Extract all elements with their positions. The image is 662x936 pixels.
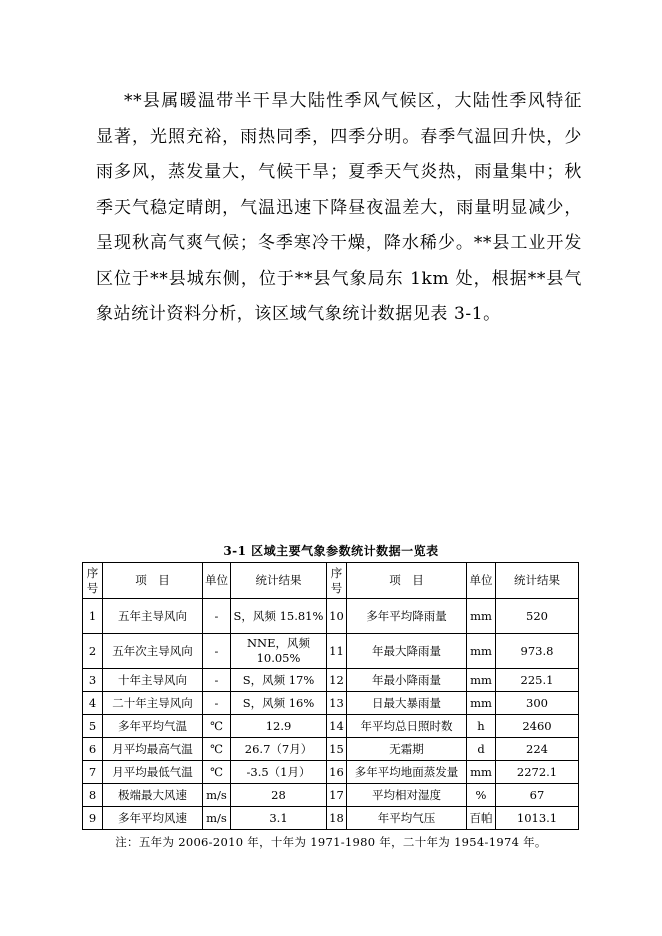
cell-item: 多年平均风速 [103,807,203,830]
cell-no: 11 [327,634,347,669]
table-title: 3-1 区域主要气象参数统计数据一览表 [223,544,439,558]
cell-item: 日最大暴雨量 [347,692,467,715]
header-result-left: 统计结果 [231,563,327,599]
cell-unit: 百帕 [467,807,496,830]
cell-item: 平均相对湿度 [347,784,467,807]
cell-no: 16 [327,761,347,784]
cell-item: 极端最大风速 [103,784,203,807]
cell-result: 3.1 [231,807,327,830]
cell-no: 10 [327,599,347,634]
cell-no: 5 [83,715,103,738]
cell-item: 月平均最高气温 [103,738,203,761]
body-paragraph: **县属暖温带半干旱大陆性季风气候区，大陆性季风特征显著，光照充裕，雨热同季，四季分明。春季气温回升快，少雨多风，蒸发量大，气候干旱；夏季天气炎热，雨量集中；秋季天气稳定晴朗，气温迅速下降昼夜温差大，雨量明显减少，呈现秋高气爽气候；冬季寒冷干燥，降水稀少。**县工业开发区位于**县城东侧，位于**县气象局东 1km 处，根据**县气象站统计资料分析，该区域气象统计数据见表 3-1。 [96,91,582,324]
cell-result: 225.1 [496,669,579,692]
cell-item: 二十年主导风向 [103,692,203,715]
cell-unit: mm [467,692,496,715]
cell-item: 年平均气压 [347,807,467,830]
cell-no: 3 [83,669,103,692]
header-item-right: 项 目 [347,563,467,599]
cell-item: 多年平均气温 [103,715,203,738]
cell-unit: % [467,784,496,807]
cell-unit: m/s [203,784,231,807]
cell-item: 多年平均地面蒸发量 [347,761,467,784]
cell-result: -3.5（1月） [231,761,327,784]
table-row [83,715,579,738]
cell-result: 2460 [496,715,579,738]
cell-result: 26.7（7月） [231,738,327,761]
cell-result: 520 [496,599,579,634]
cell-no: 4 [83,692,103,715]
cell-item: 十年主导风向 [103,669,203,692]
table-row [83,634,579,669]
cell-unit: mm [467,599,496,634]
cell-no: 7 [83,761,103,784]
cell-result: S，风频 15.81% [231,599,327,634]
header-item-left: 项 目 [103,563,203,599]
header-no-left: 序号 [83,563,103,599]
cell-unit: - [203,669,231,692]
table-row [83,807,579,830]
cell-unit: mm [467,761,496,784]
table-header-row [83,563,579,599]
cell-item: 多年平均降雨量 [347,599,467,634]
header-unit-right: 单位 [467,563,496,599]
weather-stats-table [82,562,579,830]
header-result-right: 统计结果 [496,563,579,599]
cell-no: 13 [327,692,347,715]
table-row [83,692,579,715]
cell-result: S，风频 16% [231,692,327,715]
cell-result: 300 [496,692,579,715]
cell-result: S，风频 17% [231,669,327,692]
cell-unit: - [203,599,231,634]
table-row [83,738,579,761]
table-note: 注：五年为 2006-2010 年，十年为 1971-1980 年，二十年为 1954-1974 年。 [115,835,547,849]
cell-no: 2 [83,634,103,669]
header-no-right: 序号 [327,563,347,599]
cell-no: 17 [327,784,347,807]
cell-item: 无霜期 [347,738,467,761]
cell-result: 67 [496,784,579,807]
cell-unit: - [203,634,231,669]
cell-result: 224 [496,738,579,761]
cell-unit: mm [467,669,496,692]
cell-item: 五年主导风向 [103,599,203,634]
cell-no: 1 [83,599,103,634]
cell-result: 28 [231,784,327,807]
cell-no: 9 [83,807,103,830]
cell-no: 15 [327,738,347,761]
cell-unit: d [467,738,496,761]
table-row [83,761,579,784]
cell-no: 8 [83,784,103,807]
cell-no: 6 [83,738,103,761]
cell-unit: ℃ [203,761,231,784]
cell-result: 1013.1 [496,807,579,830]
cell-no: 14 [327,715,347,738]
cell-result: NNE，风频 10.05% [231,634,327,669]
cell-item: 年平均总日照时数 [347,715,467,738]
cell-unit: - [203,692,231,715]
cell-unit: ℃ [203,738,231,761]
cell-result: 2272.1 [496,761,579,784]
cell-item: 年最小降雨量 [347,669,467,692]
table-row [83,669,579,692]
header-unit-left: 单位 [203,563,231,599]
cell-result: 12.9 [231,715,327,738]
cell-result: 973.8 [496,634,579,669]
cell-unit: mm [467,634,496,669]
cell-no: 18 [327,807,347,830]
cell-unit: ℃ [203,715,231,738]
table-row [83,784,579,807]
cell-no: 12 [327,669,347,692]
cell-item: 年最大降雨量 [347,634,467,669]
table-row [83,599,579,634]
cell-unit: m/s [203,807,231,830]
cell-unit: h [467,715,496,738]
cell-item: 月平均最低气温 [103,761,203,784]
cell-item: 五年次主导风向 [103,634,203,669]
